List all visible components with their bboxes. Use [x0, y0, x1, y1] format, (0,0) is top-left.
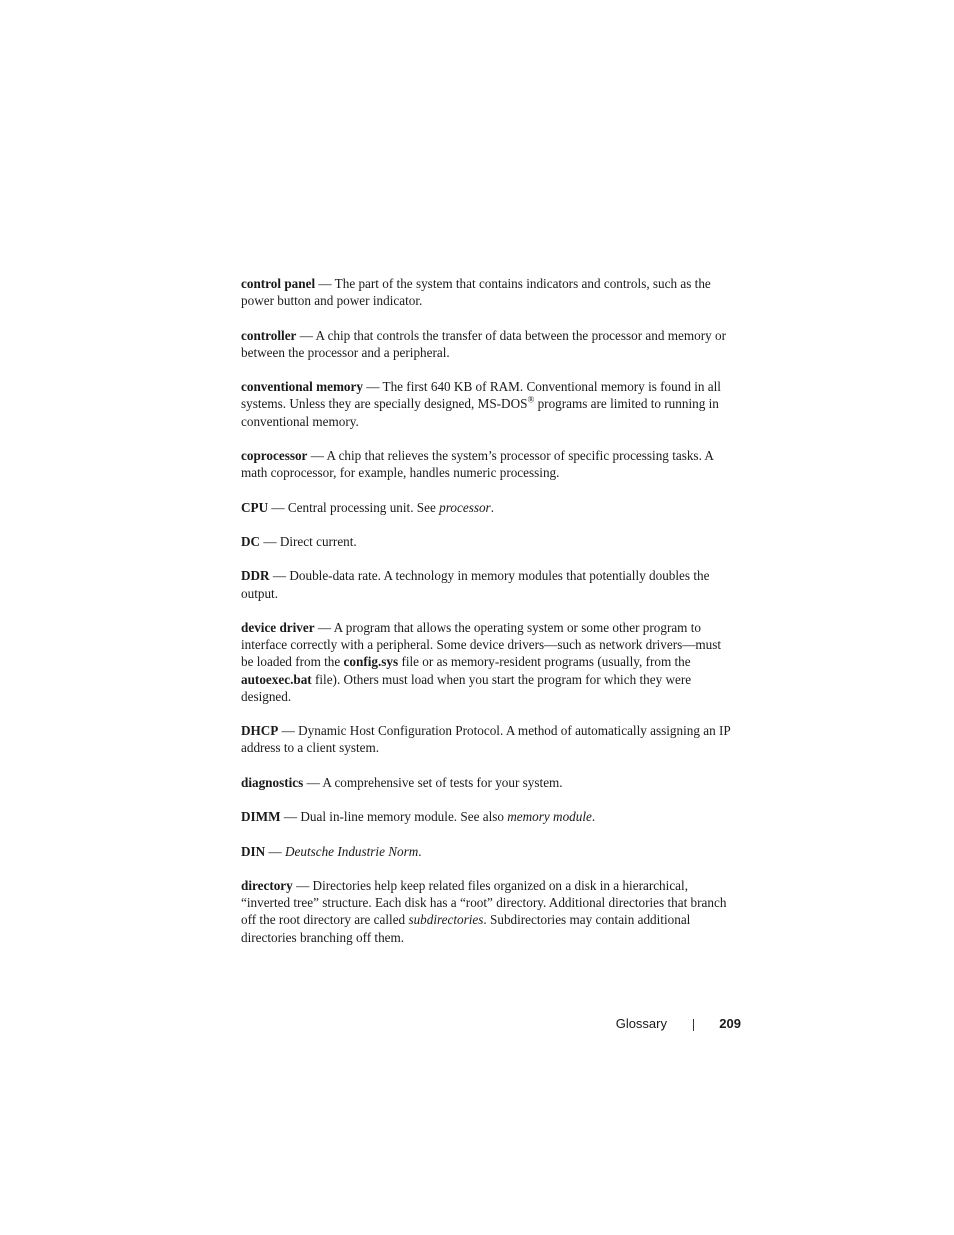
glossary-entry-control-panel: [241, 275, 735, 309]
entry-definition: — A program that allows the operating system or some other program to interface correctly with a peripheral. Some device drivers—such as network drivers—must be loaded from the: [241, 619, 722, 670]
entry-definition: — A chip that controls the transfer of data between the processor and memory or between the processor and a peripheral.: [241, 327, 726, 360]
expansion-italic: Deutsche Industrie Norm: [284, 843, 419, 859]
glossary-entry-dimm: [241, 808, 735, 825]
entry-term: control panel: [241, 276, 316, 291]
entry-definition: — Double-data rate. A technology in memory modules that potentially doubles the output.: [241, 568, 710, 601]
cross-reference: memory module: [507, 809, 592, 825]
entry-term: diagnostics: [241, 774, 304, 790]
cross-reference: processor: [439, 499, 491, 515]
entry-definition: — Central processing unit. See: [268, 499, 440, 515]
glossary-entry-directory: [241, 877, 735, 946]
entry-definition-end: .: [591, 809, 596, 825]
entry-definition: — A comprehensive set of tests for your system.: [303, 774, 563, 790]
footer-divider: [693, 1019, 694, 1031]
glossary-entry-dhcp: [241, 722, 735, 756]
glossary-entry-din: [241, 843, 735, 860]
registered-mark: ®: [527, 395, 535, 405]
entry-term: conventional memory: [241, 379, 363, 395]
entry-definition: — A chip that relieves the system’s processor of specific processing tasks. A math coprocessor, for example, handles numeric processing.: [241, 447, 714, 481]
entry-term: directory: [241, 877, 293, 893]
entry-term: CPU: [241, 499, 269, 515]
entry-term: DIN: [241, 843, 266, 859]
glossary-entry-ddr: [241, 567, 735, 601]
filename-config-sys: config.sys: [343, 654, 399, 670]
glossary-entry-device-driver: [241, 619, 735, 705]
entry-term: DDR: [241, 568, 270, 584]
entry-definition-cont: programs are limited to running in conventional memory.: [241, 396, 719, 429]
entry-definition: — Directories help keep related files organized on a disk in a hierarchical, “inverted tree” structure. Each disk has a “root” directory. Additional directories that branch off the root directory are called: [241, 877, 727, 928]
footer-section-title: Glossary: [615, 1016, 667, 1031]
entry-term: DHCP: [241, 723, 279, 739]
entry-term: DIMM: [241, 809, 281, 825]
entry-definition-end: .: [490, 499, 494, 515]
page-number: 209: [719, 1016, 741, 1031]
entry-definition: — Dynamic Host Configuration Protocol. A method of automatically assigning an IP address to a client system.: [241, 723, 731, 756]
entry-definition: — Dual in-line memory module. See also: [280, 809, 508, 825]
entry-term: device driver: [241, 619, 315, 635]
glossary-entry-conventional-memory: [241, 378, 735, 430]
filename-autoexec-bat: autoexec.bat: [241, 671, 312, 687]
entry-definition-end: . Subdirectories may contain additional directories branching off them.: [241, 912, 691, 945]
glossary-entry-cpu: [241, 499, 735, 516]
entry-definition: —: [265, 843, 285, 859]
entry-definition-end: .: [418, 843, 422, 859]
glossary-entry-coprocessor: [241, 447, 735, 481]
entry-definition: — The first 640 KB of RAM. Conventional memory is found in all systems. Unless they are specially designed, MS-DOS: [241, 379, 721, 412]
entry-term: controller: [241, 327, 297, 343]
entry-definition-cont: file or as memory-resident programs (usually, from the: [398, 654, 691, 670]
glossary-content: [241, 275, 735, 963]
italic-term: subdirectories: [408, 912, 484, 928]
entry-term: coprocessor: [241, 447, 308, 463]
glossary-entry-diagnostics: [241, 774, 735, 791]
page-footer: [600, 1016, 741, 1034]
entry-definition-end: file). Others must load when you start the program for which they were designed.: [241, 671, 692, 704]
glossary-entry-dc: [241, 533, 735, 550]
glossary-entry-controller: [241, 327, 735, 361]
entry-definition: — Direct current.: [260, 533, 357, 549]
entry-definition: — The part of the system that contains indicators and controls, such as the power button and power indicator.: [241, 276, 711, 309]
entry-term: DC: [241, 533, 261, 549]
